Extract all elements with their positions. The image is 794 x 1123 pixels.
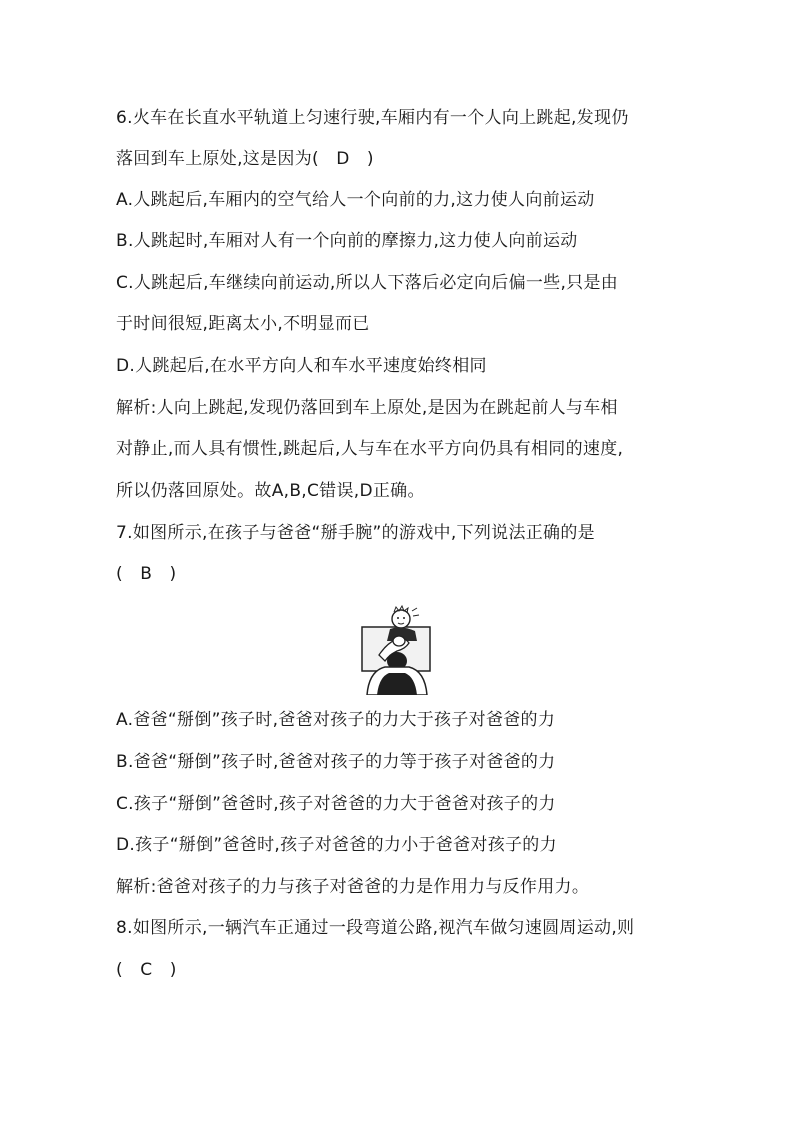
- q7-option-b: B.爸爸“掰倒”孩子时,爸爸对孩子的力等于孩子对爸爸的力: [116, 752, 556, 772]
- q7-stem-line-2: ( B ): [116, 564, 177, 584]
- q6-analysis-line-3: 所以仍落回原处。故A,B,C错误,D正确。: [116, 481, 425, 501]
- q7-analysis: 解析:爸爸对孩子的力与孩子对爸爸的力是作用力与反作用力。: [116, 877, 590, 897]
- q6-option-a: A.人跳起后,车厢内的空气给人一个向前的力,这力使人向前运动: [116, 190, 595, 210]
- q8-stem-line-1: 8.如图所示,一辆汽车正通过一段弯道公路,视汽车做匀速圆周运动,则: [116, 918, 635, 938]
- q6-analysis-line-1: 解析:人向上跳起,发现仍落回到车上原处,是因为在跳起前人与车相: [116, 398, 618, 418]
- q7-option-c: C.孩子“掰倒”爸爸时,孩子对爸爸的力大于爸爸对孩子的力: [116, 794, 556, 814]
- q6-stem-line-1: 6.火车在长直水平轨道上匀速行驶,车厢内有一个人向上跳起,发现仍: [116, 108, 629, 128]
- arm-wrestling-figure: [357, 603, 435, 695]
- q6-option-d: D.人跳起后,在水平方向人和车水平速度始终相同: [116, 356, 487, 376]
- q6-option-b: B.人跳起时,车厢对人有一个向前的摩擦力,这力使人向前运动: [116, 231, 578, 251]
- q6-stem-line-2: 落回到车上原处,这是因为( D ): [116, 149, 374, 169]
- q7-stem-line-1: 7.如图所示,在孩子与爸爸“掰手腕”的游戏中,下列说法正确的是: [116, 523, 595, 543]
- q6-option-c-line-2: 于时间很短,距离太小,不明显而已: [116, 314, 370, 334]
- q8-stem-line-2: ( C ): [116, 960, 177, 980]
- q6-analysis-line-2: 对静止,而人具有惯性,跳起后,人与车在水平方向仍具有相同的速度,: [116, 439, 624, 459]
- q7-option-a: A.爸爸“掰倒”孩子时,爸爸对孩子的力大于孩子对爸爸的力: [116, 710, 556, 730]
- q6-option-c-line-1: C.人跳起后,车继续向前运动,所以人下落后必定向后偏一些,只是由: [116, 273, 619, 293]
- q7-option-d: D.孩子“掰倒”爸爸时,孩子对爸爸的力小于爸爸对孩子的力: [116, 835, 557, 855]
